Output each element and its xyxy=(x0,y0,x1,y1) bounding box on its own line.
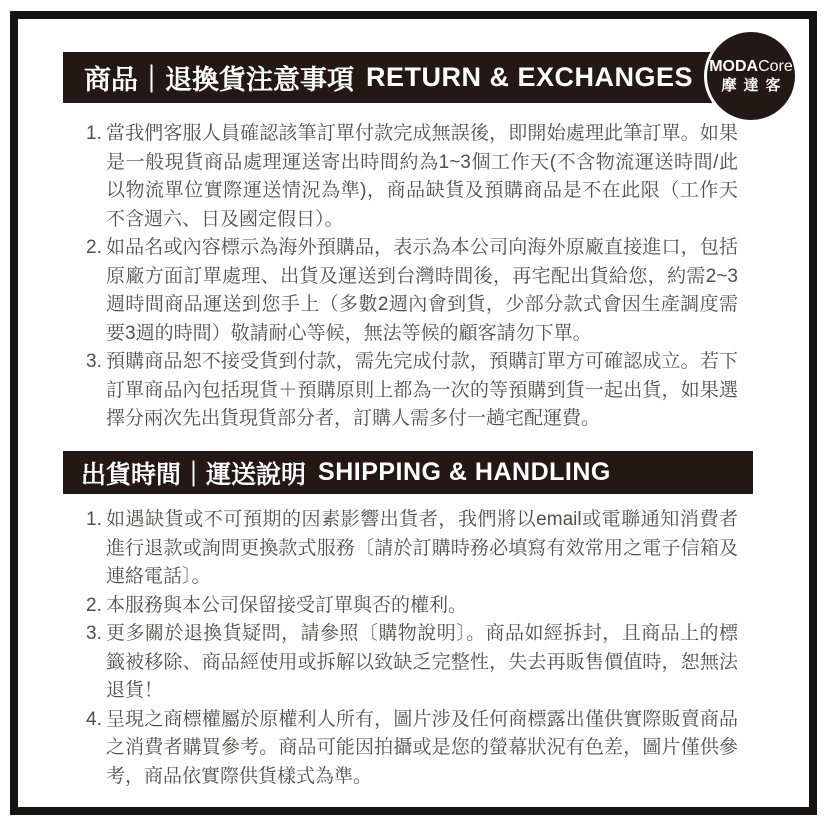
policy-item: 呈現之商標權屬於原權利人所有，圖片涉及任何商標露出僅供實際販賣商品之消費者購買參考。商品可能因拍攝或是您的螢幕狀況有色差，圖片僅供參考，商品依實際供貨樣式為準。 xyxy=(106,708,738,787)
policy-item: 本服務與本公司保留接受訂單與否的權利。 xyxy=(106,594,468,616)
section-header-returns xyxy=(63,52,753,103)
policy-item: 更多關於退換貨疑問，請參照〔購物說明〕。商品如經拆封，且商品上的標籤被移除、商品經使用或拆解以致缺乏完整性，失去再販售價值時，恕無法退貨！ xyxy=(106,623,738,701)
returns-title-en: RETURN & EXCHANGES xyxy=(366,62,694,92)
returns-title-zh: 商品｜退換貨注意事項 xyxy=(84,65,354,95)
logo-brand-light: Core xyxy=(758,58,793,75)
policy-item: 當我們客服人員確認該筆訂單付款完成無誤後，即開始處理此筆訂單。如果是一般現貨商品處理運送寄出時間約為1~3個工作天(不含物流運送時間/此以物流單位實際運送情況為準)，商品缺貨及預購商品是不在此限（工作天不含週六、日及國定假日）。 xyxy=(106,123,738,230)
section-header-shipping xyxy=(63,451,753,494)
modacore-logo xyxy=(704,29,798,123)
modacore-logo-chinese: 摩達客 xyxy=(721,77,788,94)
policy-item: 如品名或內容標示為海外預購品，表示為本公司向海外原廠直接進口，包括原廠方面訂單處理、出貨及運送到台灣時間後，再宅配出貨給您，約需2~3週時間商品運送到您手上（多數2週內會到貨，少部分款式會因生產調度需要3週的時間）敬請耐心等候，無法等候的顧客請勿下單。 xyxy=(106,237,738,344)
modacore-logo-wordmark xyxy=(709,57,793,76)
returns-policy-list xyxy=(86,120,738,434)
shipping-policy-list xyxy=(86,506,738,791)
shipping-title-en: SHIPPING & HANDLING xyxy=(318,458,611,486)
logo-brand-bold: MODA xyxy=(709,58,759,75)
policy-item: 如遇缺貨或不可預期的因素影響出貨者，我們將以email或電聯通知消費者進行退款或詢問更換款式服務〔請於訂購時務必填寫有效常用之電子信箱及連絡電話〕。 xyxy=(106,509,738,587)
policy-item: 預購商品恕不接受貨到付款，需先完成付款，預購訂單方可確認成立。若下訂單商品內包括現貨＋預購原則上都為一次的等預購到貨一起出貨，如果選擇分兩次先出貨現貨部分者，訂購人需多付一趟宅配運費。 xyxy=(106,351,738,429)
shipping-title-zh: 出貨時間｜運送說明 xyxy=(81,460,307,489)
